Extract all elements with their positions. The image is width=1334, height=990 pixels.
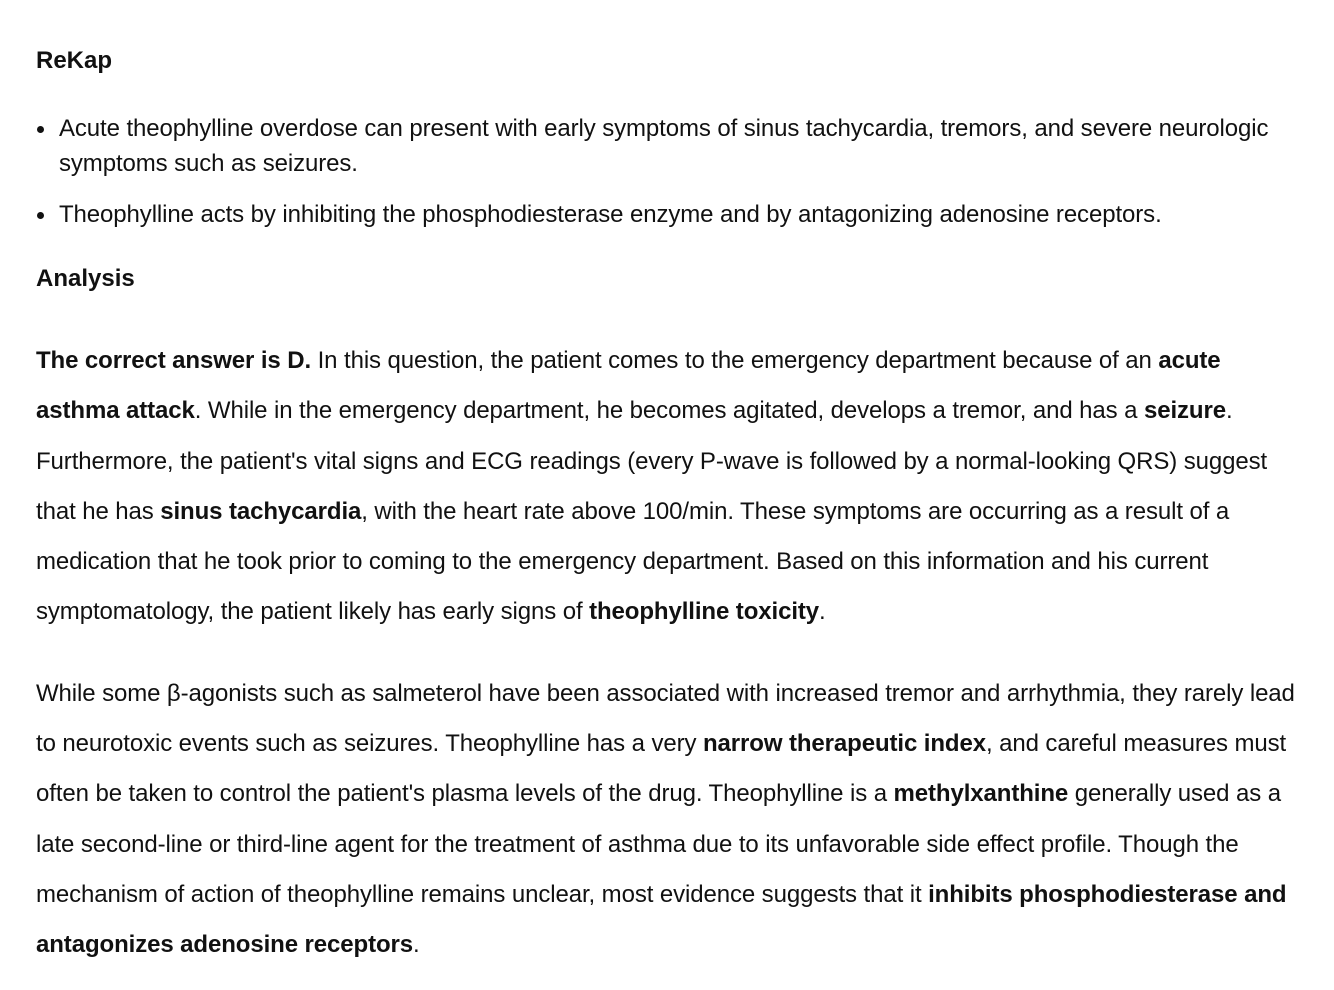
key-term: methylxanthine (893, 780, 1069, 808)
key-term: acute asthma attack (36, 347, 1221, 425)
key-term: narrow therapeutic index (702, 730, 986, 758)
analysis-paragraph-1 (36, 336, 1298, 638)
key-term: sinus tachycardia (160, 497, 362, 525)
rekap-heading: ReKap (36, 47, 113, 74)
rekap-bullet-item: Acute theophylline overdose can present with early symptoms of sinus tachycardia, tremors, and severe neurologic symptoms such as seizures. (36, 111, 1298, 181)
analysis-paragraph-2 (36, 669, 1298, 971)
key-term: inhibits phosphodiesterase and antagonizes adenosine receptors (36, 880, 1287, 959)
paragraph-text: . Furthermore, the patient's vital signs and ECG readings (every P-wave is followed by a normal-looking QRS) suggest that he has (36, 397, 1268, 525)
paragraph-text: generally used as a late second-line or third-line agent for the treatment of asthma due to its unfavorable side effect profile. Though the mechanism of action of theophylline remains unclear, most evidence suggests that it (36, 780, 1281, 908)
paragraph-text: , and careful measures must often be taken to control the patient's plasma levels of the drug. Theophylline is a (36, 730, 1287, 808)
paragraph-text: , with the heart rate above 100/min. These symptoms are occurring as a result of a medication that he took prior to coming to the emergency department. Based on this information and his current symptomatology, the patient likely has early signs of (36, 497, 1230, 626)
paragraph-text: . (819, 598, 826, 626)
rekap-bullet-list (36, 111, 1298, 232)
rekap-bullet-item: Theophylline acts by inhibiting the phosphodiesterase enzyme and by antagonizing adenosine receptors. (36, 197, 1298, 232)
analysis-heading: Analysis (36, 265, 135, 292)
correct-answer-statement: The correct answer is D. (36, 347, 312, 374)
paragraph-text: . (413, 931, 420, 959)
paragraph-text: . While in the emergency department, he becomes agitated, develops a tremor, and has a (194, 397, 1144, 425)
key-term: seizure (1143, 397, 1226, 425)
paragraph-text: In this question, the patient comes to the emergency department because of an (311, 347, 1159, 374)
key-term: theophylline toxicity (589, 598, 820, 626)
paragraph-text: While some β-agonists such as salmeterol have been associated with increased tremor and arrhythmia, they rarely lead to neurotoxic events such as seizures. Theophylline has a very (36, 679, 1295, 758)
